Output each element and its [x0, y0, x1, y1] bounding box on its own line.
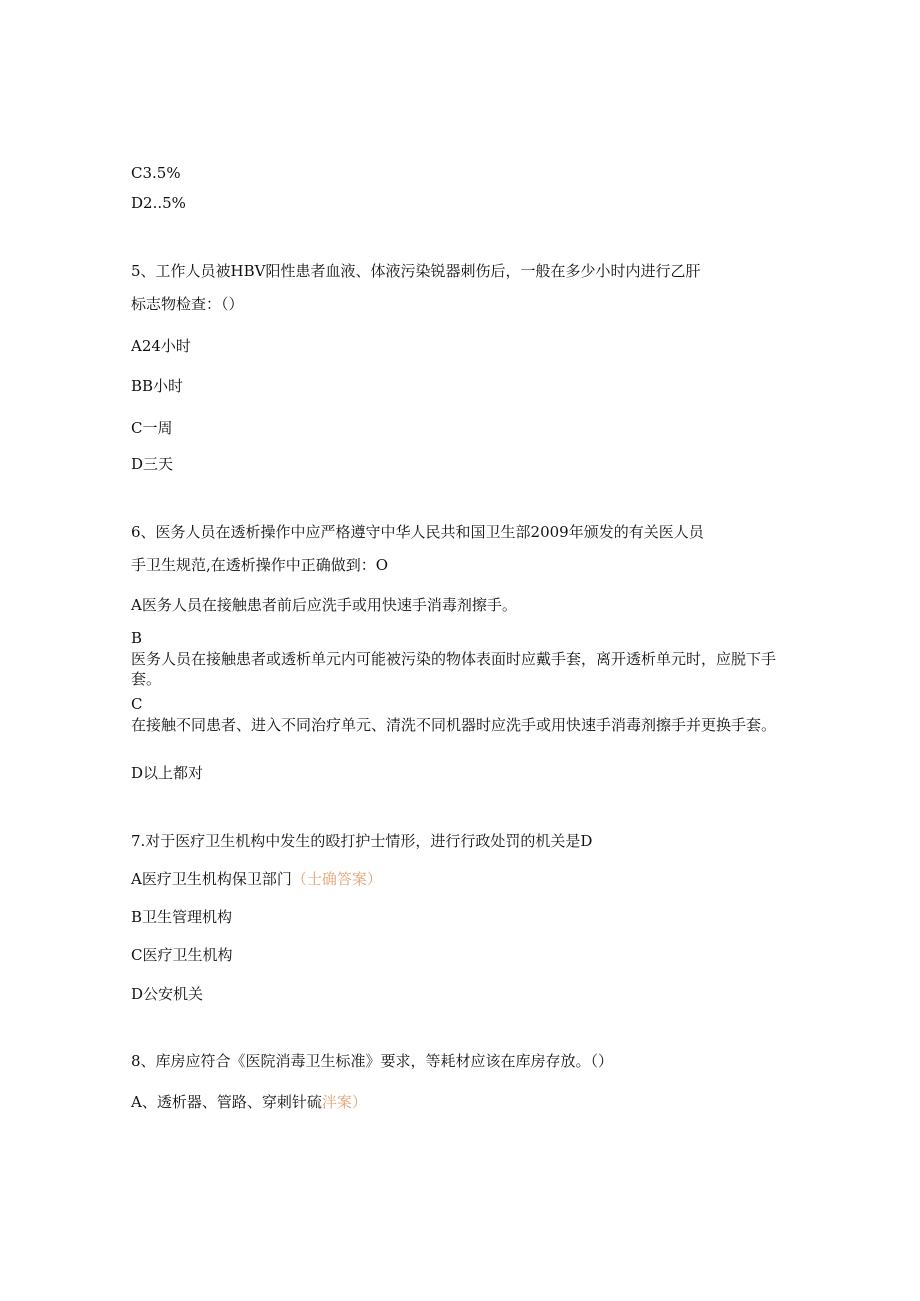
question-6-line-2: 手卫生规范,在透析操作中正确做到：O: [131, 556, 389, 574]
option-c-prev: C3.5%: [131, 164, 181, 182]
question-7-line-1: 7.对于医疗卫生机构中发生的殴打护士情形，进行行政处罚的机关是D: [131, 832, 593, 850]
q5-option-c: C一周: [131, 419, 173, 437]
q5-option-a: A24小时: [131, 337, 191, 355]
q6-option-c-text: 在接触不同患者、进入不同治疗单元、清洗不同机器时应洗手或用快速手消毒剂擦手并更换手套。: [131, 716, 777, 734]
q5-option-b: BB小时: [131, 377, 184, 395]
q7-option-a: [131, 870, 382, 888]
q6-option-d: D以上都对: [131, 764, 204, 782]
question-5-line-1: 5、工作人员被HBV阳性患者血液、体液污染锐器刺伤后，一般在多少小时内进行乙肝: [131, 262, 701, 280]
q8-option-a: [131, 1093, 367, 1111]
q5-option-d: D三天: [131, 455, 174, 473]
q6-option-b-letter: B: [131, 629, 143, 647]
q8-option-a-text: A、透析器、管路、穿刺针硫: [131, 1093, 322, 1111]
q7-option-b: B卫生管理机构: [131, 908, 233, 926]
question-5-line-2: 标志物检查：（）: [131, 295, 244, 313]
q6-option-b-text: 医务人员在接触患者或透析单元内可能被污染的物体表面时应戴手套，离开透析单元时，应脱下手套。: [131, 650, 777, 688]
q6-option-c-letter: C: [131, 695, 143, 713]
q7-option-c: C医疗卫生机构: [131, 946, 233, 964]
q7-option-d: D公安机关: [131, 985, 204, 1003]
question-6-line-1: 6、医务人员在透析操作中应严格遵守中华人民共和国卫生部2009年颁发的有关医人员: [131, 523, 704, 541]
option-d-prev: D2..5%: [131, 194, 186, 212]
q8-answer-note: 泮案）: [321, 1093, 367, 1111]
q7-answer-note: （士确答案）: [291, 870, 382, 888]
question-8-line-1: 8、库房应符合《医院消毒卫生标准》要求，等耗材应该在库房存放。（）: [131, 1052, 614, 1070]
q6-option-a: A医务人员在接触患者前后应洗手或用快速手消毒剂擦手。: [131, 596, 517, 614]
q7-option-a-text: A医疗卫生机构保卫部门: [131, 870, 292, 888]
